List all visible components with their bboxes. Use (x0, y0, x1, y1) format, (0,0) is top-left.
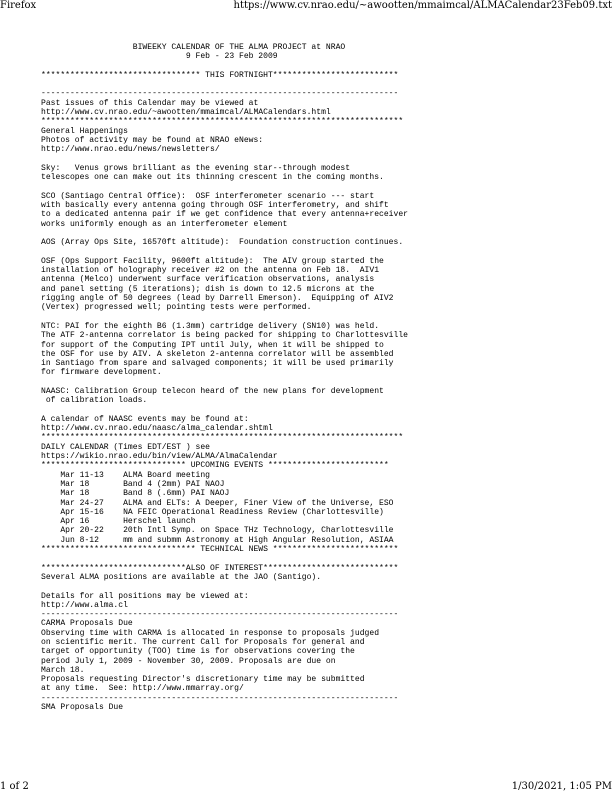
document-line: telescopes one can make out its thinning crescent in the coming months. (41, 173, 384, 183)
document-line: http://www.cv.nrao.edu/naasc/alma_calendar.shtml (41, 424, 273, 434)
document-line: Proposals requesting Director's discretionary time may be submitted (41, 675, 365, 685)
document-line: SCO (Santiago Central Office): OSF interferometer scenario --- start (41, 191, 375, 201)
document-line: in Santiago from spare and salvaged components; it will be used primarily (41, 359, 394, 369)
document-line: General Happenings (41, 126, 128, 136)
document-line: http://www.nrao.edu/news/newsletters/ (41, 145, 220, 155)
document-line: AOS (Array Ops Site, 16570ft altitude): Foundation construction continues. (41, 238, 404, 248)
document-line: rigging angle of 50 degrees (lead by Darrell Emerson). Equipping of AIV2 (41, 294, 394, 304)
document-line: March 18. (41, 665, 85, 675)
document-line: (Vertex) progressed well; pointing tests were performed. (41, 303, 312, 313)
document-line: Sky: Venus grows brilliant as the evening star--through modest (41, 163, 351, 173)
document-line: *************************************************************************** (41, 117, 404, 127)
document-line: Mar 18 Band 4 (2mm) PAI NAOJ (41, 479, 225, 489)
document-line: Details for all positions may be viewed at: (41, 591, 249, 601)
document-line: works uniformly enough as an interferometer element (41, 219, 288, 229)
document-line: BIWEEKY CALENDAR OF THE ALMA PROJECT at NRAO (41, 43, 346, 52)
page-url: https://www.cv.nrao.edu/~awootten/mmaimcal/ALMACalendar23Feb09.txt (233, 0, 612, 11)
document-line: at any time. See: http://www.mmarray.org/ (41, 684, 244, 694)
document-line: and panel setting (5 iterations); dish is down to 12.5 microns at the (41, 284, 375, 294)
document-line: https://wikio.nrao.edu/bin/view/ALMA/AlmaCalendar (41, 452, 278, 462)
document-line: ******************************** TECHNICAL NEWS ************************** (41, 545, 399, 555)
document-line: Several ALMA positions are available at the JAO (Santigo). (41, 572, 322, 582)
document-line: A calendar of NAASC events may be found at: (41, 414, 249, 424)
document-text (41, 43, 609, 712)
document-line: Jun 8-12 mm and submm Astronomy at High Angular Resolution, ASIAA (41, 535, 394, 545)
document-line: to a dedicated antenna pair if we get confidence that every antenna+receiver (41, 210, 408, 220)
document-line: DAILY CALENDAR (Times EDT/EST ) see (41, 442, 211, 452)
document-line: NAASC: Calibration Group telecon heard of the new plans for development (41, 386, 384, 396)
document-line: period July 1, 2009 - November 30, 2009. Proposals are due on (41, 656, 336, 666)
document-line: Apr 15-16 NA FEIC Operational Readiness Review (Charlottesville) (41, 507, 384, 517)
document-line: Photos of activity may be found at NRAO eNews: (41, 135, 264, 145)
document-line: for firmware development. (41, 368, 162, 378)
document-line: ****************************** UPCOMING EVENTS ************************* (41, 461, 389, 471)
page-indicator: 1 of 2 (0, 781, 29, 792)
document-line: Observing time with CARMA is allocated in response to proposals judged (41, 628, 380, 638)
document-line: -------------------------------------------------------------------------- (41, 693, 399, 703)
document-line: of calibration loads. (41, 396, 148, 406)
document-line: Past issues of this Calendar may be viewed at (41, 98, 259, 108)
document-line: antenna (Melco) underwent surface verification observations, analysis (41, 275, 375, 285)
document-line: CARMA Proposals Due (41, 619, 133, 629)
document-line: Mar 18 Band 8 (.6mm) PAI NAOJ (41, 489, 230, 499)
document-line: 9 Feb - 23 Feb 2009 (41, 52, 278, 62)
document-line: on scientific merit. The current Call for Proposals for general and (41, 638, 365, 647)
document-line: OSF (Ops Support Facility, 9600ft altitude): The AIV group started the (41, 256, 384, 266)
document-line: Mar 24-27 ALMA and ELTs: A Deeper, Finer View of the Universe, ESO (41, 498, 394, 508)
document-line: SMA Proposals Due (41, 703, 124, 713)
document-line: The ATF 2-antenna correlator is being packed for shipping to Charlottesville (41, 331, 408, 341)
document-line: ********************************* THIS FORTNIGHT************************** (41, 70, 399, 80)
document-line: http://www.alma.cl (41, 600, 128, 610)
document-line: Mar 11-13 ALMA Board meeting (41, 470, 211, 480)
document-line: http://www.cv.nrao.edu/~awootten/mmaimcal/ALMACalendars.html (41, 108, 331, 118)
document-line: target of opportunity (TOO) time is for observations covering the (41, 647, 355, 657)
document-line: *************************************************************************** (41, 433, 404, 443)
document-line: -------------------------------------------------------------------------- (41, 89, 399, 99)
document-line: installation of holography receiver #2 on the antenna on Feb 18. AIV1 (41, 266, 380, 276)
document-line: for support of the Computing IPT until July, when it will be shipped to (41, 340, 384, 350)
document-line: NTC: PAI for the eighth B6 (1.3mm) cartridge delivery (SN10) was held. (41, 321, 380, 331)
document-line: the OSF for use by AIV. A skeleton 2-antenna correlator will be assembled (41, 349, 394, 359)
browser-app-name: Firefox (0, 0, 37, 11)
print-timestamp: 1/30/2021, 1:05 PM (511, 781, 612, 792)
document-line: Apr 20-22 20th Intl Symp. on Space THz Technology, Charlottesville (41, 526, 394, 536)
document-line: Apr 16 Herschel launch (41, 517, 196, 527)
document-line: -------------------------------------------------------------------------- (41, 610, 399, 620)
document-line: ******************************ALSO OF INTEREST**************************** (41, 563, 399, 573)
document-line: with basically every antenna going through OSF interferometry, and shift (41, 201, 389, 211)
